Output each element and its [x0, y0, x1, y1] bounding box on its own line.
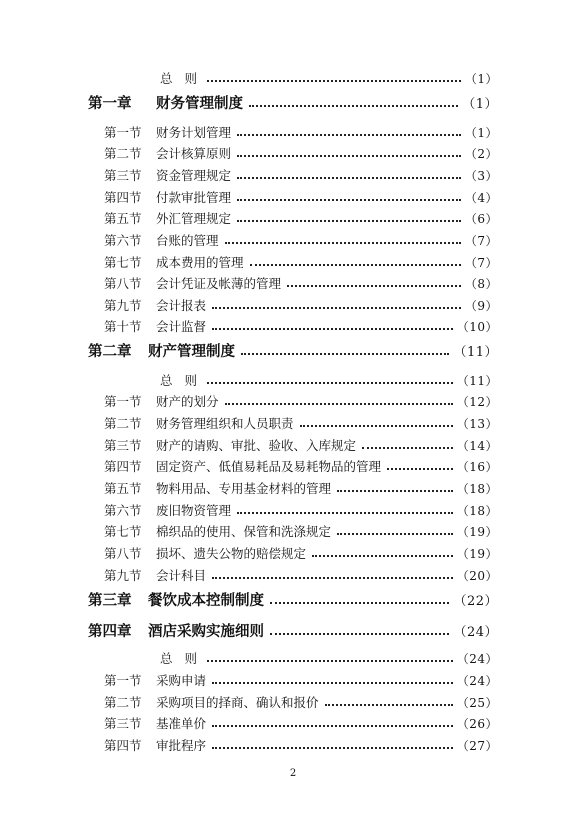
toc-section-row — [0, 208, 586, 228]
toc-leader-dots — [387, 467, 453, 470]
toc-entry-page: （16） — [456, 459, 498, 474]
toc-entry-title: 财产的请购、审批、验收、入库规定 — [156, 438, 357, 453]
toc-leader-dots — [237, 511, 453, 514]
toc-entry-page: （14） — [456, 438, 498, 453]
toc-entry-number: 第三节 — [104, 438, 142, 453]
toc-section-row — [0, 435, 586, 455]
toc-entry-page: （4） — [464, 190, 498, 205]
toc-entry-title: 总 则 — [160, 373, 201, 388]
toc-entry-title: 成本费用的管理 — [156, 255, 244, 270]
toc-entry-title: 付款审批管理 — [156, 190, 232, 205]
toc-entry-page: （18） — [456, 481, 498, 496]
toc-entry-title: 基准单价 — [156, 716, 207, 731]
toc-leader-dots — [237, 176, 461, 179]
toc-entry-number: 第八节 — [104, 276, 142, 291]
toc-intro-row — [0, 68, 586, 88]
toc-entry-page: （1） — [464, 71, 498, 86]
toc-entry-title: 财产管理制度 — [148, 342, 235, 360]
toc-leader-dots — [212, 327, 453, 330]
toc-leader-dots — [249, 104, 458, 107]
toc-entry-number: 第二节 — [104, 695, 142, 710]
toc-entry-page: （19） — [456, 546, 498, 561]
toc-entry-title: 酒店采购实施细则 — [148, 622, 264, 640]
toc-entry-title: 废旧物资管理 — [156, 503, 232, 518]
toc-entry-title: 总 则 — [160, 71, 201, 86]
toc-leader-dots — [237, 198, 461, 201]
toc-entry-page: （8） — [464, 276, 498, 291]
toc-section-row — [0, 500, 586, 520]
toc-leader-dots — [207, 659, 453, 662]
toc-entry-page: （11） — [453, 344, 498, 360]
toc-entry-number: 第一节 — [104, 394, 142, 409]
toc-entry-number: 第六节 — [104, 233, 142, 248]
toc-entry-number: 第四节 — [104, 459, 142, 474]
toc-leader-dots — [300, 424, 453, 427]
toc-entry-title: 损坏、遗失公物的赔偿规定 — [156, 546, 307, 561]
toc-entry-number: 第十节 — [104, 319, 142, 334]
toc-entry-title: 外汇管理规定 — [156, 211, 232, 226]
toc-entry-title: 会计监督 — [156, 319, 207, 334]
toc-entry-title: 台账的管理 — [156, 233, 219, 248]
toc-leader-dots — [207, 79, 461, 82]
toc-entry-title: 餐饮成本控制制度 — [148, 591, 264, 609]
toc-entry-number: 第四节 — [104, 738, 142, 753]
toc-entry-page: （24） — [456, 651, 498, 666]
toc-intro-row — [0, 648, 586, 668]
toc-leader-dots — [207, 381, 453, 384]
toc-entry-page: （3） — [464, 168, 498, 183]
toc-entry-page: （7） — [464, 233, 498, 248]
toc-entry-page: （20） — [456, 568, 498, 583]
toc-intro-row — [0, 370, 586, 390]
toc-entry-page: （13） — [456, 416, 498, 431]
toc-leader-dots — [312, 554, 453, 557]
toc-entry-number: 第九节 — [104, 298, 142, 313]
toc-entry-number: 第一章 — [88, 94, 132, 112]
toc-entry-number: 第五节 — [104, 481, 142, 496]
toc-section-row — [0, 316, 586, 336]
toc-entry-number: 第二节 — [104, 146, 142, 161]
toc-entry-title: 总 则 — [160, 651, 201, 666]
toc-leader-dots — [270, 601, 449, 604]
toc-section-row — [0, 413, 586, 433]
toc-section-row — [0, 565, 586, 585]
toc-leader-dots — [212, 724, 453, 727]
toc-leader-dots — [212, 681, 453, 684]
toc-section-row — [0, 122, 586, 142]
toc-entry-number: 第六节 — [104, 503, 142, 518]
toc-entry-page: （24） — [453, 624, 498, 640]
toc-section-row — [0, 391, 586, 411]
toc-entry-title: 资金管理规定 — [156, 168, 232, 183]
toc-section-row — [0, 143, 586, 163]
toc-entry-number: 第七节 — [104, 255, 142, 270]
toc-leader-dots — [362, 446, 453, 449]
toc-entry-title: 财务管理制度 — [156, 94, 243, 112]
toc-entry-number: 第三节 — [104, 716, 142, 731]
toc-entry-title: 财务管理组织和人员职责 — [156, 416, 294, 431]
toc-entry-number: 第三章 — [88, 591, 132, 609]
toc-leader-dots — [337, 532, 453, 535]
toc-section-row — [0, 165, 586, 185]
toc-section-row — [0, 456, 586, 476]
toc-entry-page: （10） — [456, 319, 498, 334]
toc-section-row — [0, 670, 586, 690]
toc-entry-title: 固定资产、低值易耗品及易耗物品的管理 — [156, 459, 382, 474]
toc-entry-page: （12） — [456, 394, 498, 409]
toc-chapter-row — [0, 92, 586, 112]
toc-entry-page: （7） — [464, 255, 498, 270]
toc-entry-number: 第八节 — [104, 546, 142, 561]
toc-entry-page: （19） — [456, 524, 498, 539]
toc-entry-title: 财产的划分 — [156, 394, 219, 409]
toc-entry-number: 第四章 — [88, 622, 132, 640]
toc-entry-title: 审批程序 — [156, 738, 207, 753]
toc-entry-number: 第九节 — [104, 568, 142, 583]
toc-leader-dots — [225, 402, 453, 405]
toc-entry-title: 会计报表 — [156, 298, 207, 313]
toc-entry-page: （9） — [464, 298, 498, 313]
toc-section-row — [0, 521, 586, 541]
toc-entry-number: 第五节 — [104, 211, 142, 226]
toc-section-row — [0, 713, 586, 733]
toc-entry-page: （18） — [456, 503, 498, 518]
toc-entry-page: （24） — [456, 673, 498, 688]
toc-leader-dots — [212, 576, 453, 579]
toc-entry-title: 会计凭证及帐薄的管理 — [156, 276, 282, 291]
toc-entry-page: （1） — [462, 96, 498, 112]
toc-chapter-row — [0, 340, 586, 360]
toc-section-row — [0, 735, 586, 755]
toc-entry-page: （26） — [456, 716, 498, 731]
toc-entry-page: （2） — [464, 146, 498, 161]
toc-entry-number: 第一节 — [104, 125, 142, 140]
toc-entry-page: （25） — [456, 695, 498, 710]
toc-entry-title: 财务计划管理 — [156, 125, 232, 140]
toc-entry-number: 第七节 — [104, 524, 142, 539]
toc-entry-number: 第二章 — [88, 342, 132, 360]
toc-leader-dots — [241, 352, 449, 355]
toc-entry-page: （11） — [456, 373, 498, 388]
toc-entry-title: 会计核算原则 — [156, 146, 232, 161]
toc-leader-dots — [237, 219, 461, 222]
toc-entry-title: 会计科目 — [156, 568, 207, 583]
page-number: 2 — [289, 768, 297, 779]
toc-section-row — [0, 692, 586, 712]
toc-leader-dots — [237, 133, 461, 136]
toc-entry-number: 第二节 — [104, 416, 142, 431]
toc-section-row — [0, 187, 586, 207]
toc-entry-page: （6） — [464, 211, 498, 226]
toc-section-row — [0, 543, 586, 563]
toc-section-row — [0, 273, 586, 293]
toc-entry-title: 物料用品、专用基金材料的管理 — [156, 481, 332, 496]
toc-leader-dots — [270, 632, 449, 635]
toc-leader-dots — [250, 263, 461, 266]
toc-section-row — [0, 295, 586, 315]
toc-entry-title: 采购项目的择商、确认和报价 — [156, 695, 319, 710]
toc-entry-title: 棉织品的使用、保管和洗涤规定 — [156, 524, 332, 539]
toc-section-row — [0, 230, 586, 250]
toc-section-row — [0, 252, 586, 272]
toc-leader-dots — [212, 746, 453, 749]
toc-chapter-row — [0, 589, 586, 609]
toc-leader-dots — [237, 154, 461, 157]
toc-entry-page: （1） — [464, 125, 498, 140]
toc-section-row — [0, 478, 586, 498]
toc-entry-page: （22） — [453, 593, 498, 609]
toc-entry-number: 第四节 — [104, 190, 142, 205]
toc-leader-dots — [337, 489, 453, 492]
toc-entry-number: 第一节 — [104, 673, 142, 688]
toc-leader-dots — [212, 306, 461, 309]
toc-entry-title: 采购申请 — [156, 673, 207, 688]
toc-chapter-row — [0, 620, 586, 640]
toc-leader-dots — [287, 284, 461, 287]
toc-entry-number: 第三节 — [104, 168, 142, 183]
toc-leader-dots — [325, 703, 453, 706]
toc-entry-page: （27） — [456, 738, 498, 753]
toc-leader-dots — [225, 241, 461, 244]
